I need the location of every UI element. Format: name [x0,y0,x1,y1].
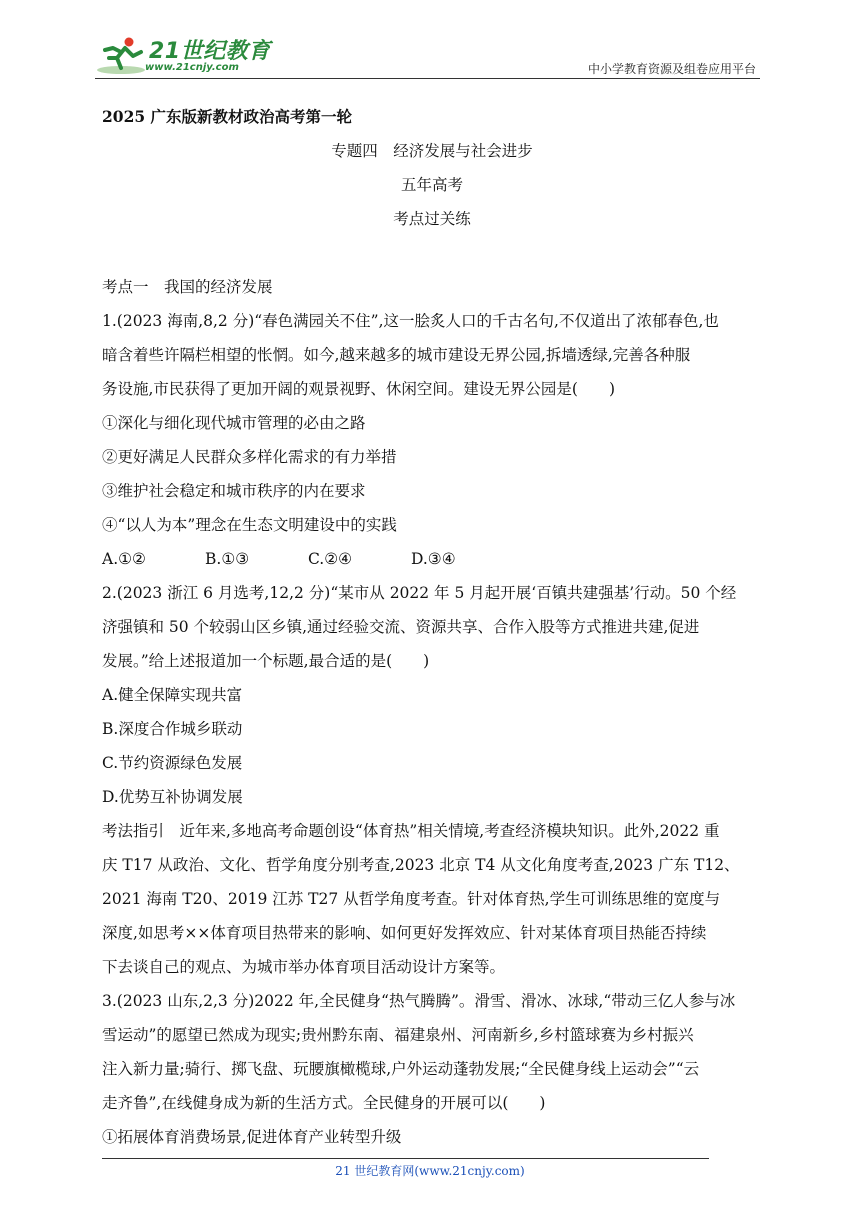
guide-line: 庆 T17 从政治、文化、哲学角度分别考查,2023 北京 T4 从文化角度考查,2023 广东 T12、 [102,856,740,874]
guide-line: 深度,如思考××体育项目热带来的影响、如何更好发挥效应、针对某体育项目热能否持续 [102,924,707,942]
topic-title: 专题四 经济发展与社会进步 [331,142,533,160]
question-line: 济强镇和 50 个较弱山区乡镇,通过经验交流、资源共享、合作入股等方式推进共建,促进 [102,618,700,636]
question-line: 雪运动”的愿望已然成为现实;贵州黔东南、福建泉州、河南新乡,乡村篮球赛为乡村振兴 [102,1026,694,1044]
question-3 [102,984,762,1154]
option-d: D.优势互补协调发展 [102,788,243,806]
subtitle-practice: 考点过关练 [393,210,471,228]
statement-item: ①深化与细化现代城市管理的必由之路 [102,414,366,432]
site-logo[interactable] [95,34,271,78]
option-b: B.①③ [205,550,250,568]
option-b: B.深度合作城乡联动 [102,720,243,738]
answer-options [102,542,762,576]
question-line: 发展。”给上述报道加一个标题,最合适的是( ) [102,652,430,670]
question-line: 3.(2023 山东,2,3 分)2022 年,全民健身“热气腾腾”。滑雪、滑冰、冰球,“带动三亿人参与冰 [102,992,736,1010]
statement-item: ①拓展体育消费场景,促进体育产业转型升级 [102,1128,402,1146]
logo-url: www.21cnjy.com [145,62,239,73]
statement-item: ②更好满足人民群众多样化需求的有力举措 [102,448,397,466]
subtitle-five-years: 五年高考 [400,176,463,194]
question-2 [102,576,762,814]
question-1 [102,304,762,576]
footer-divider [102,1158,709,1159]
question-line: 暗含着些许隔栏相望的怅惘。如今,越来越多的城市建设无界公园,拆墙透绿,完善各种服 [102,346,691,364]
option-d: D.③④ [411,550,456,568]
runner-logo-icon [95,36,147,76]
logo-text: 21世纪教育 [149,39,271,64]
guide-line: 2021 海南 T20、2019 江苏 T27 从哲学角度考查。针对体育热,学生可训练思维的宽度与 [102,890,721,908]
question-line: 2.(2023 浙江 6 月选考,12,2 分)“某市从 2022 年 5 月起开展‘百镇共建强基’行动。50 个经 [102,584,737,602]
exam-guide [102,814,762,984]
question-line: 务设施,市民获得了更加开阔的观景视野、休闲空间。建设无界公园是( ) [102,380,616,398]
section-heading: 考点一 我国的经济发展 [102,278,273,296]
guide-line: 下去谈自己的观点、为城市举办体育项目活动设计方案等。 [102,958,506,976]
question-line: 注入新力量;骑行、掷飞盘、玩腰旗橄榄球,户外运动蓬勃发展;“全民健身线上运动会”“云 [102,1060,700,1078]
footer-link[interactable]: 21 世纪教育网(www.21cnjy.com) [335,1164,525,1178]
statement-item: ④“以人为本”理念在生态文明建设中的实践 [102,516,397,534]
question-line: 1.(2023 海南,8,2 分)“春色满园关不住”,这一脍炙人口的千古名句,不仅道出了浓郁春色,也 [102,312,719,330]
option-a: A.①② [102,550,146,568]
question-line: 走齐鲁”,在线健身成为新的生活方式。全民健身的开展可以( ) [102,1094,546,1112]
document-body [102,100,762,1154]
page-header [95,26,760,82]
statement-item: ③维护社会稳定和城市秩序的内在要求 [102,482,366,500]
option-c: C.②④ [308,550,353,568]
header-divider [95,78,760,79]
guide-line: 考法指引 近年来,多地高考命题创设“体育热”相关情境,考查经济模块知识。此外,2022 重 [102,822,720,840]
option-c: C.节约资源绿色发展 [102,754,243,772]
series-title: 2025 广东版新教材政治高考第一轮 [102,107,353,126]
option-a: A.健全保障实现共富 [102,686,243,704]
platform-name: 中小学教育资源及组卷应用平台 [587,62,756,76]
